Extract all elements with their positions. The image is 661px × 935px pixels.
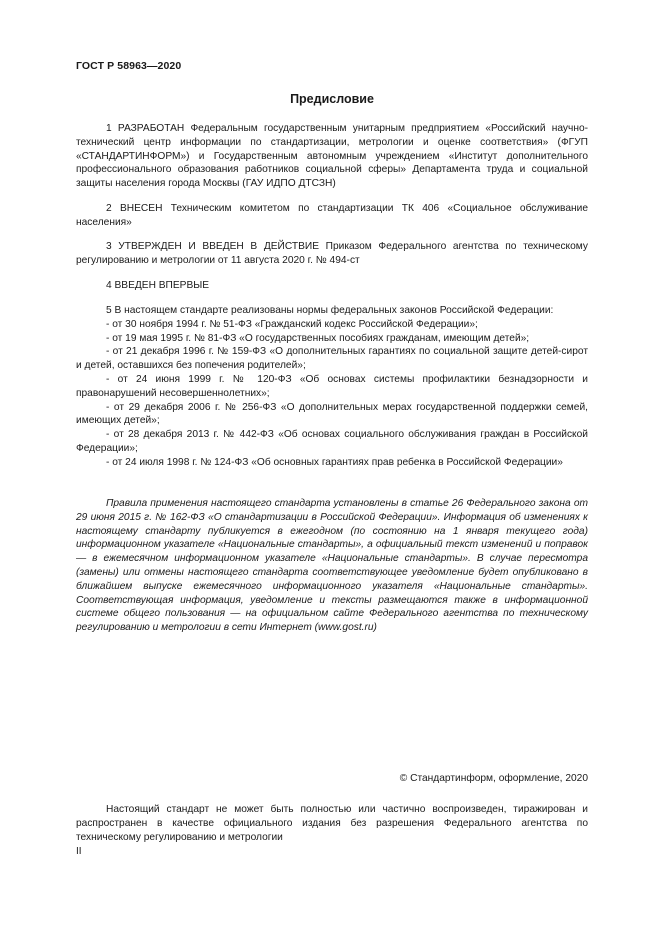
document-id: ГОСТ Р 58963—2020 bbox=[76, 60, 182, 72]
section-4-text: 4 ВВЕДЕН ВПЕРВЫЕ bbox=[106, 280, 210, 291]
section-4 bbox=[76, 279, 588, 293]
section-2-text: 2 ВНЕСЕН Техническим комитетом по стандартизации ТК 406 «Социальное обслуживание населения» bbox=[76, 203, 588, 228]
law-item: - от 24 июля 1998 г. № 124-ФЗ «Об основных гарантиях прав ребенка в Российской Федерации» bbox=[106, 456, 563, 468]
copyright-line: © Стандартинформ, оформление, 2020 bbox=[399, 773, 588, 784]
page-number: II bbox=[76, 846, 82, 857]
section-3 bbox=[76, 240, 588, 268]
law-item: - от 21 декабря 1996 г. № 159-ФЗ «О дополнительных гарантиях по социальной защите детей-сирот и детей, оставшихся без попечения родителей»; bbox=[76, 346, 588, 372]
standard-application-notice: Правила применения настоящего стандарта установлены в статье 26 Федерального закона от 29 июня 2015 г. № 162-ФЗ «О стандартизации в Российской Федерации». Информация об изменениях к настоящему стандарту публикуется в ежегодном (по состоянию на 1 января текущего года) информационном указателе «Национальные стандарты», а официальный текст изменений и поправок — в ежемесячном информационном указателе «Национальные стандарты». В случае пересмотра (замены) или отмены настоящего стандарта соответствующее уведомление будет опубликовано в ближайшем выпуске ежемесячного информационного указателя «Национальные стандарты». Соответствующая информация, уведомление и тексты размещаются также в информационной системе общего пользования — на официальном сайте Федерального агентства по техническому регулированию и метрологии в сети Интернет (www.gost.ru) bbox=[76, 498, 588, 634]
section-5 bbox=[76, 304, 588, 470]
law-item: - от 19 мая 1995 г. № 81-ФЗ «О государственных пособиях гражданам, имеющим детей»; bbox=[106, 332, 530, 344]
law-item: - от 30 ноября 1994 г. № 51-ФЗ «Гражданский кодекс Российской Федерации»; bbox=[106, 318, 478, 330]
section-1 bbox=[76, 122, 588, 191]
section-3-text: 3 УТВЕРЖДЕН И ВВЕДЕН В ДЕЙСТВИЕ Приказом Федерального агентства по техническому регулированию и метрологии от 11 августа 2020 г. № 494-ст bbox=[76, 241, 588, 266]
law-item: - от 29 декабря 2006 г. № 256-ФЗ «О дополнительных мерах государственной поддержки семей, имеющих детей»; bbox=[76, 401, 588, 427]
section-5-intro: 5 В настоящем стандарте реализованы нормы федеральных законов Российской Федерации: bbox=[106, 305, 554, 316]
section-title: Предисловие bbox=[290, 92, 374, 106]
reproduction-rights-notice: Настоящий стандарт не может быть полностью или частично воспроизведен, тиражирован и распространен в качестве официального издания без разрешения Федерального агентства по техническому регулированию и метрологии bbox=[76, 804, 588, 843]
law-item: - от 24 июня 1999 г. № 120-ФЗ «Об основах системы профилактики безнадзорности и правонарушений несовершеннолетних»; bbox=[76, 373, 588, 399]
section-2 bbox=[76, 202, 588, 230]
section-1-text: 1 РАЗРАБОТАН Федеральным государственным унитарным предприятием «Российский научно-технический центр информации по стандартизации, метрологии и оценке соответствия» (ФГУП «СТАНДАРТИНФОРМ») и Государственным автономным учреждением «Институт дополнительного профессионального образования работников социальной сферы» Департамента труда и социальной защиты населения города Москвы (ГАУ ИДПО ДТСЗН) bbox=[76, 123, 588, 190]
law-item: - от 28 декабря 2013 г. № 442-ФЗ «Об основах социального обслуживания граждан в Российской Федерации»; bbox=[76, 429, 588, 454]
